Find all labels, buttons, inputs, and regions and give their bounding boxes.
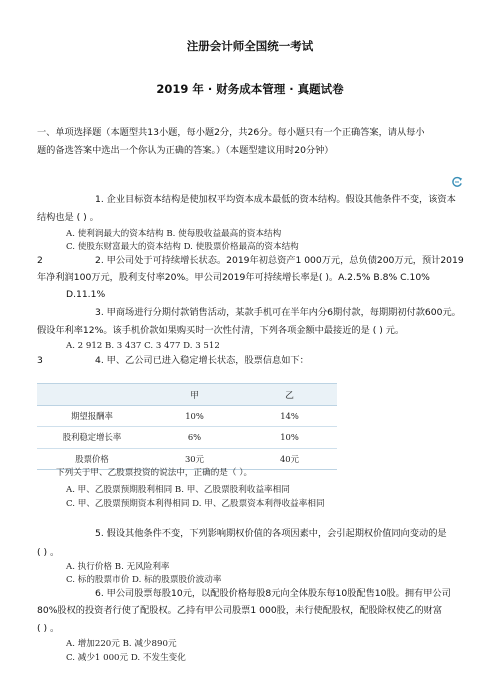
page-subtitle: 2019 年 · 财务成本管理 · 真题试卷 — [156, 82, 344, 96]
q4-options-ab: A. 甲、乙股票预期股利相同 B. 甲、乙股票股利收益率相同 — [66, 485, 290, 495]
q5-line1: 5. 假设其他条件不变，下列影响期权价值的各项因素中，会引起期权价值同向变动的是 — [95, 528, 447, 539]
q6-line2: 80%股权的投资者行使了配股权。乙持有甲公司股票1 000股，未行使配股权，配股除权使乙的财富 — [37, 605, 443, 616]
cell-yi: 10% — [242, 427, 337, 449]
cell-yi: 14% — [242, 405, 337, 427]
q1-options-cd: C. 使股东财富最大的资本结构 D. 使股票价格最高的资本结构 — [66, 242, 299, 252]
table-header-jia: 甲 — [147, 384, 242, 406]
section-heading-line1: 一、单项选择题（本题型共13小题，每小题2分，共26分。每小题只有一个正确答案，请从每小 — [37, 127, 425, 138]
q5-options-cd: C. 标的股票市价 D. 标的股票股价波动率 — [66, 575, 222, 585]
cell-yi: 40元 — [242, 448, 337, 470]
q2-line2: 年净利润100万元，股利支付率20%。甲公司2019年可持续增长率是( )。A.2.5% B.8% C.10% — [37, 272, 430, 283]
table-row — [37, 427, 337, 449]
row-label: 期望报酬率 — [37, 405, 147, 427]
q4-options-cd: C. 甲、乙股票预期资本利得相同 D. 甲、乙股票资本利得收益率相同 — [66, 499, 325, 509]
q6-line1: 6. 甲公司股票每股10元，以配股价格每股8元向全体股东每10股配售10股。拥有甲公司 — [95, 588, 451, 599]
q4-line1: 4. 甲、乙公司已进入稳定增长状态，股票信息如下： — [95, 355, 309, 366]
q1-line1: 1. 企业目标资本结构是使加权平均资本成本最低的资本结构。假设其他条件不变，该资本 — [95, 194, 456, 205]
q5-line2: ( ) 。 — [37, 547, 60, 558]
stock-info-table — [37, 383, 337, 470]
q5-options-ab: A. 执行价格 B. 无风险利率 — [66, 562, 170, 572]
q3-line1: 3. 甲商场进行分期付款销售活动，某款手机可在半年内分6期付款，每期期初付款600元。 — [95, 307, 461, 318]
section-heading-line2: 题的备选答案中选出一个你认为正确的答案。）（本题型建议用时20分钟） — [37, 145, 334, 156]
refresh-icon[interactable] — [451, 176, 463, 188]
q1-options-ab: A. 使利润最大的资本结构 B. 使每股收益最高的资本结构 — [66, 229, 282, 239]
q2-line3: D.11.1% — [66, 289, 106, 300]
q2-number: 2 — [37, 255, 43, 266]
page-title: 注册会计师全国统一考试 — [186, 39, 314, 53]
q2-line1: 2. 甲公司处于可持续增长状态。2019年初总资产1 000万元，总负债200万元，预计2019 — [95, 255, 464, 266]
q4-question: 下列关于甲、乙股票投资的说法中，正确的是（ ）。 — [56, 468, 253, 478]
table-header-yi: 乙 — [242, 384, 337, 406]
q3-options: A. 2 912 B. 3 437 C. 3 477 D. 3 512 — [66, 341, 220, 351]
q3-line2: 假设年利率12%。该手机价款如果购买时一次性付清，下列各项金额中最接近的是 ( ) 元。 — [37, 325, 405, 336]
cell-jia: 30元 — [147, 448, 242, 470]
q6-line3: ( ) 。 — [37, 623, 60, 634]
row-label: 股票价格 — [37, 448, 147, 470]
table-row — [37, 405, 337, 427]
table-header-blank — [37, 384, 147, 406]
cell-jia: 10% — [147, 405, 242, 427]
cell-jia: 6% — [147, 427, 242, 449]
table-header-row — [37, 384, 337, 406]
row-label: 股利稳定增长率 — [37, 427, 147, 449]
q1-line2: 结构也是 ( ) 。 — [37, 212, 99, 223]
q6-options-ab: A. 增加220元 B. 减少890元 — [66, 639, 177, 649]
q4-number: 3 — [37, 355, 43, 366]
q6-options-cd: C. 减少1 000元 D. 不发生变化 — [66, 653, 186, 663]
